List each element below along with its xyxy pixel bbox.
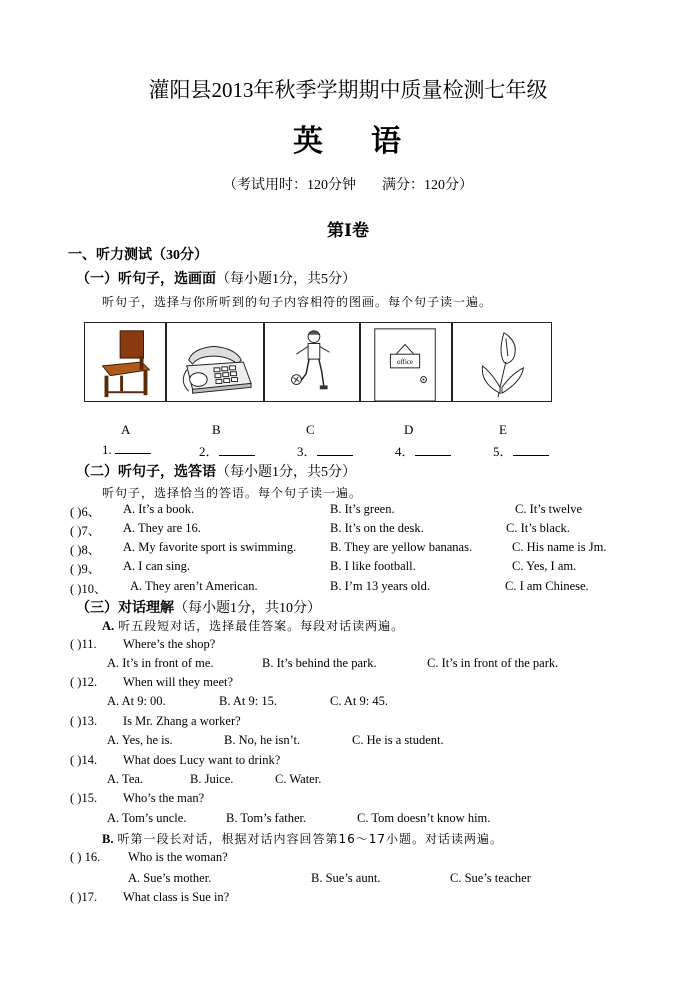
sub-a-label: A. [102, 619, 115, 633]
picture-label-e: E [499, 422, 507, 437]
question-10-option-c[interactable]: C. I am Chinese. [505, 579, 589, 593]
time-note: （考试用时：120分钟 [223, 178, 356, 193]
part1-instruction: 听句子，选择与你所听到的句子内容相符的图画。每个句子读一遍。 [102, 295, 493, 309]
question-10-option-b[interactable]: B. I’m 13 years old. [330, 579, 430, 593]
question-12-option-c[interactable]: C. At 9: 45. [330, 694, 388, 708]
question-12-number: ( )12. [70, 675, 98, 689]
part1-heading [76, 268, 356, 288]
question-14-option-a[interactable]: A. Tea. [107, 772, 144, 786]
picture-d [360, 322, 452, 402]
part3-heading [76, 597, 321, 617]
picture-c [264, 322, 360, 402]
sub-b-instruction: 听第一段长对话，根据对话内容回答第16～17小题。对话读两遍。 [117, 832, 504, 846]
question-11-text: Where’s the shop? [123, 637, 216, 651]
part1-heading-bold: （一）听句子，选画面 [76, 272, 216, 287]
question-9-option-a[interactable]: A. I can sing. [123, 559, 190, 573]
picture-e [452, 322, 552, 402]
part1-heading-rest: （每小题1分，共5分） [216, 272, 356, 287]
picture-label-c: C [306, 422, 315, 437]
sub-b-label: B. [102, 832, 114, 846]
question-6-option-b[interactable]: B. It’s green. [330, 502, 395, 516]
question-13-option-c[interactable]: C. He is a student. [352, 733, 444, 747]
part3-heading-rest: （每小题1分，共10分） [174, 601, 321, 616]
blank-number: 1. [102, 442, 112, 457]
question-15-option-c[interactable]: C. Tom doesn’t know him. [357, 811, 491, 825]
question-9-number: ( )9、 [70, 562, 101, 576]
part2-heading [76, 461, 356, 481]
question-14-option-b[interactable]: B. Juice. [190, 772, 234, 786]
question-10-number: ( )10、 [70, 582, 107, 596]
question-15-number: ( )15. [70, 791, 98, 805]
question-6-option-c[interactable]: C. It’s twelve [515, 502, 583, 516]
volume-title: 第Ⅰ卷 [327, 221, 369, 240]
question-15-option-b[interactable]: B. Tom’s father. [226, 811, 307, 825]
question-13-text: Is Mr. Zhang a worker? [123, 714, 241, 728]
score-note: 满分：120分） [382, 178, 473, 193]
question-7-option-b[interactable]: B. It’s on the desk. [330, 521, 424, 535]
blank-number: 4． [395, 444, 415, 459]
picture-label-b: B [212, 422, 221, 437]
question-8-option-b[interactable]: B. They are yellow bananas. [330, 540, 473, 554]
answer-blank-5[interactable] [493, 441, 549, 460]
telephone-icon [167, 323, 263, 401]
question-11-option-a[interactable]: A. It’s in front of me. [107, 656, 214, 670]
answer-blank-3[interactable] [297, 441, 353, 460]
picture-label-a: A [121, 422, 131, 437]
question-16-option-c[interactable]: C. Sue’s teacher [450, 871, 531, 885]
question-14-text: What does Lucy want to drink? [123, 753, 281, 767]
part3-sub-a [102, 617, 404, 635]
answer-blank-1[interactable] [102, 441, 151, 458]
office-door-icon [361, 323, 451, 401]
question-9-option-b[interactable]: B. I like football. [330, 559, 416, 573]
question-13-number: ( )13. [70, 714, 98, 728]
part2-heading-rest: （每小题1分，共5分） [216, 465, 356, 480]
question-16-text: Who is the woman? [128, 850, 228, 864]
part2-heading-bold: （二）听句子，选答语 [76, 465, 216, 480]
subject-char-1: 英 [293, 125, 325, 158]
question-17-number: ( )17. [70, 890, 98, 904]
question-12-option-a[interactable]: A. At 9: 00. [107, 694, 166, 708]
question-12-option-b[interactable]: B. At 9: 15. [219, 694, 277, 708]
part3-heading-bold: （三）对话理解 [76, 601, 174, 616]
question-16-option-b[interactable]: B. Sue’s aunt. [311, 871, 381, 885]
question-6-number: ( )6、 [70, 505, 101, 519]
subject-char-2: 语 [371, 125, 403, 158]
question-13-option-a[interactable]: A. Yes, he is. [107, 733, 173, 747]
chair-icon [85, 323, 165, 401]
picture-label-d: D [404, 422, 414, 437]
question-7-number: ( )7、 [70, 524, 101, 538]
question-8-number: ( )8、 [70, 543, 101, 557]
question-10-option-a[interactable]: A. They aren’t American. [130, 579, 258, 593]
question-14-number: ( )14. [70, 753, 98, 767]
question-8-option-c[interactable]: C. His name is Jm. [512, 540, 607, 554]
question-11-option-c[interactable]: C. It’s in front of the park. [427, 656, 559, 670]
question-16-number: ( ) 16. [70, 850, 101, 864]
question-13-option-b[interactable]: B. No, he isn’t. [224, 733, 301, 747]
answer-blank-4[interactable] [395, 441, 451, 460]
exam-title: 灌阳县2013年秋季学期期中质量检测七年级 [148, 78, 548, 102]
answer-blank-2[interactable] [199, 441, 255, 460]
question-12-text: When will they meet? [123, 675, 234, 689]
question-15-text: Who’s the man? [123, 791, 205, 805]
flower-icon [453, 323, 551, 401]
question-14-option-c[interactable]: C. Water. [275, 772, 322, 786]
blank-number: 3． [297, 444, 317, 459]
question-15-option-a[interactable]: A. Tom’s uncle. [107, 811, 187, 825]
question-7-option-c[interactable]: C. It’s black. [506, 521, 570, 535]
office-sign-text: office [397, 358, 413, 366]
part3-sub-b [102, 830, 503, 848]
subject-title [0, 116, 696, 160]
part2-instruction: 听句子，选择恰当的答语。每个句子读一遍。 [102, 486, 363, 500]
blank-number: 2． [199, 444, 219, 459]
picture-b [166, 322, 264, 402]
question-11-number: ( )11. [70, 637, 97, 651]
section-heading: 一、听力测试（30分） [68, 248, 208, 263]
sub-a-instruction: 听五段短对话，选择最佳答案。每段对话读两遍。 [118, 619, 405, 633]
question-7-option-a[interactable]: A. They are 16. [123, 521, 201, 535]
question-9-option-c[interactable]: C. Yes, I am. [512, 559, 577, 573]
question-8-option-a[interactable]: A. My favorite sport is swimming. [123, 540, 297, 554]
question-17-text: What class is Sue in? [123, 890, 230, 904]
blank-number: 5． [493, 444, 513, 459]
picture-a [84, 322, 166, 402]
question-6-option-a[interactable]: A. It’s a book. [123, 502, 195, 516]
boy-playing-ball-icon [265, 323, 359, 401]
question-11-option-b[interactable]: B. It’s behind the park. [262, 656, 377, 670]
exam-meta [0, 174, 696, 194]
question-16-option-a[interactable]: A. Sue’s mother. [128, 871, 212, 885]
